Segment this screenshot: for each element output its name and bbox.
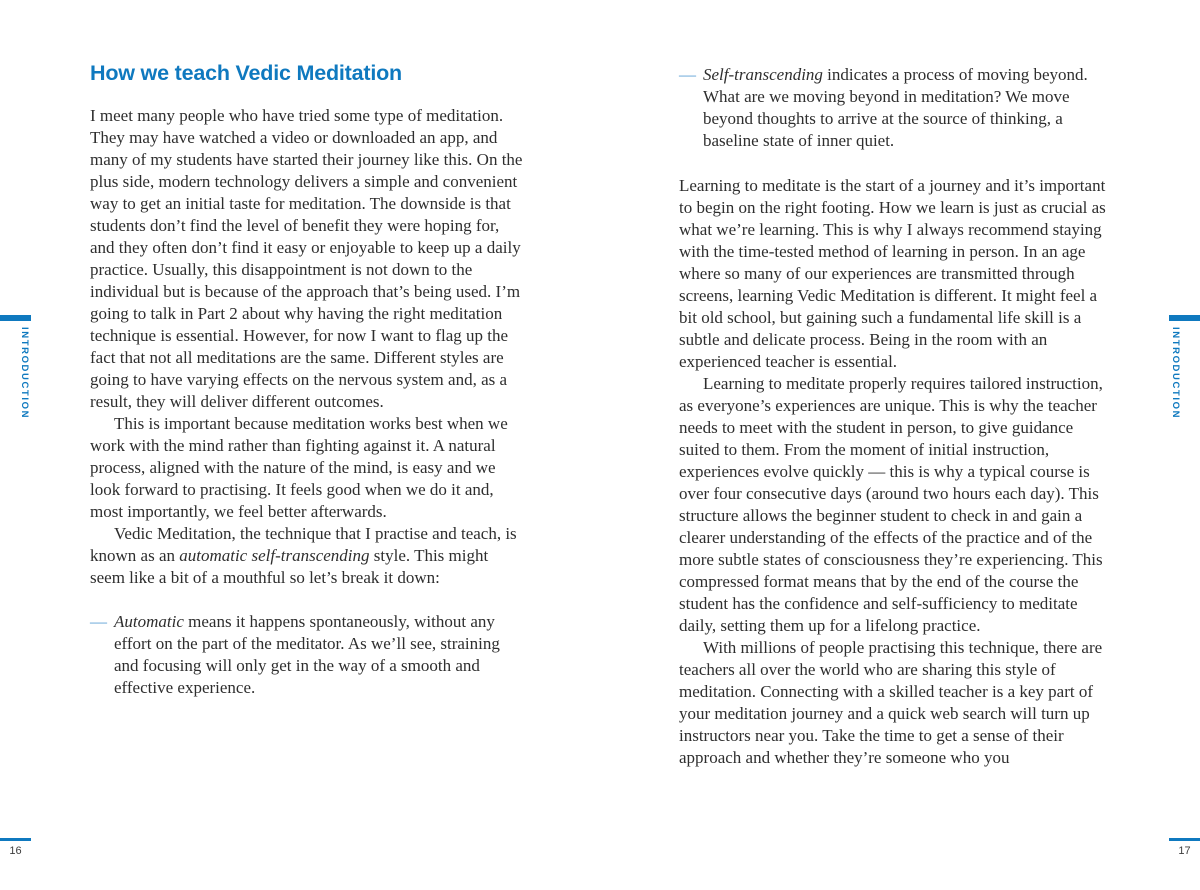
page-left [90, 60, 523, 699]
page-right [679, 64, 1108, 769]
chapter-heading: How we teach Vedic Meditation [90, 61, 402, 85]
left-page-number: 16 [9, 845, 22, 857]
paragraph-text: style. This might seem like a bit of a mouthful so let’s break it down: [90, 546, 489, 587]
right-footer-rule [1169, 838, 1200, 841]
list-dash: — [679, 65, 696, 84]
list-item-text: means it happens spontaneously, without any effort on the part of the meditator. As we’ll see, straining and focusing will only get in the way of a smooth and effective experience. [114, 612, 500, 697]
paragraph: With millions of people practising this technique, there are teachers all over the world who are sharing this style of meditation. Connecting with a skilled teacher is a key part of your meditation journey and a quick web search will turn up instructors near you. Take the time to get a sense of their approach and whether they’re someone who you [679, 638, 1103, 767]
paragraph: This is important because meditation works best when we work with the mind rather than fighting against it. A natural process, aligned with the nature of the mind, is easy and we look forward to practising. It feels good when we do it and, most importantly, we feel better afterwards. [90, 414, 508, 521]
paragraph: Learning to meditate properly requires tailored instruction, as everyone’s experiences are unique. This is why the teacher needs to meet with the student in person, to give guidance suited to them. From the moment of initial instruction, experiences evolve quickly — this is why a typical course is over four consecutive days (around two hours each day). This structure allows the beginner student to check in and gain a clearer understanding of the effects of the practice and of the more subtle states of consciousness they’re experiencing. This compressed format means that by the end of the course the student has the confidence and self-sufficiency to meditate daily, setting them up for a lifelong practice. [679, 374, 1103, 635]
right-tab-bar [1169, 315, 1200, 321]
left-tab-bar [0, 315, 31, 321]
paragraph: Learning to meditate is the start of a journey and it’s important to begin on the right footing. How we learn is just as crucial as what we’re learning. This is why I always recommend staying with the time-tested method of learning in person. In an age where so many of our experiences are transmitted through screens, learning Vedic Meditation is different. It might feel a bit old school, but gaining such a fundamental life skill is a subtle and delicate process. Being in the room with an experienced teacher is essential. [679, 176, 1106, 371]
left-tab-label: INTRODUCTION [19, 327, 30, 420]
left-footer-rule [0, 838, 31, 841]
right-page-number: 17 [1178, 845, 1191, 857]
list-item-text: indicates a process of moving beyond. What are we moving beyond in meditation? We move beyond thoughts to arrive at the source of thinking, a baseline state of inner quiet. [703, 65, 1088, 150]
italic-term: Automatic [114, 612, 184, 631]
paragraph-text: Vedic Meditation, the technique that I practise and teach, is known as an [90, 524, 517, 565]
list-item [90, 611, 523, 699]
italic-term: Self-transcending [703, 65, 823, 84]
paragraph [90, 523, 523, 589]
italic-term: automatic self-transcending [179, 546, 370, 565]
list-item [679, 64, 1108, 152]
paragraph: I meet many people who have tried some type of meditation. They may have watched a video or downloaded an app, and many of my students have started their journey like this. On the plus side, modern technology delivers a simple and convenient way to get an initial taste for meditation. The downside is that students don’t find the level of benefit they were hoping for, and they often don’t find it easy or enjoyable to keep up a daily practice. Usually, this disappointment is not down to the individual but is because of the approach that’s being used. I’m going to talk in Part 2 about why having the right meditation technique is essential. However, for now I want to flag up the fact that not all meditations are the same. Different styles are going to have varying effects on the nervous system and, as a result, they will deliver different outcomes. [90, 106, 523, 411]
right-tab-label: INTRODUCTION [1170, 327, 1181, 420]
list-dash: — [90, 612, 107, 631]
